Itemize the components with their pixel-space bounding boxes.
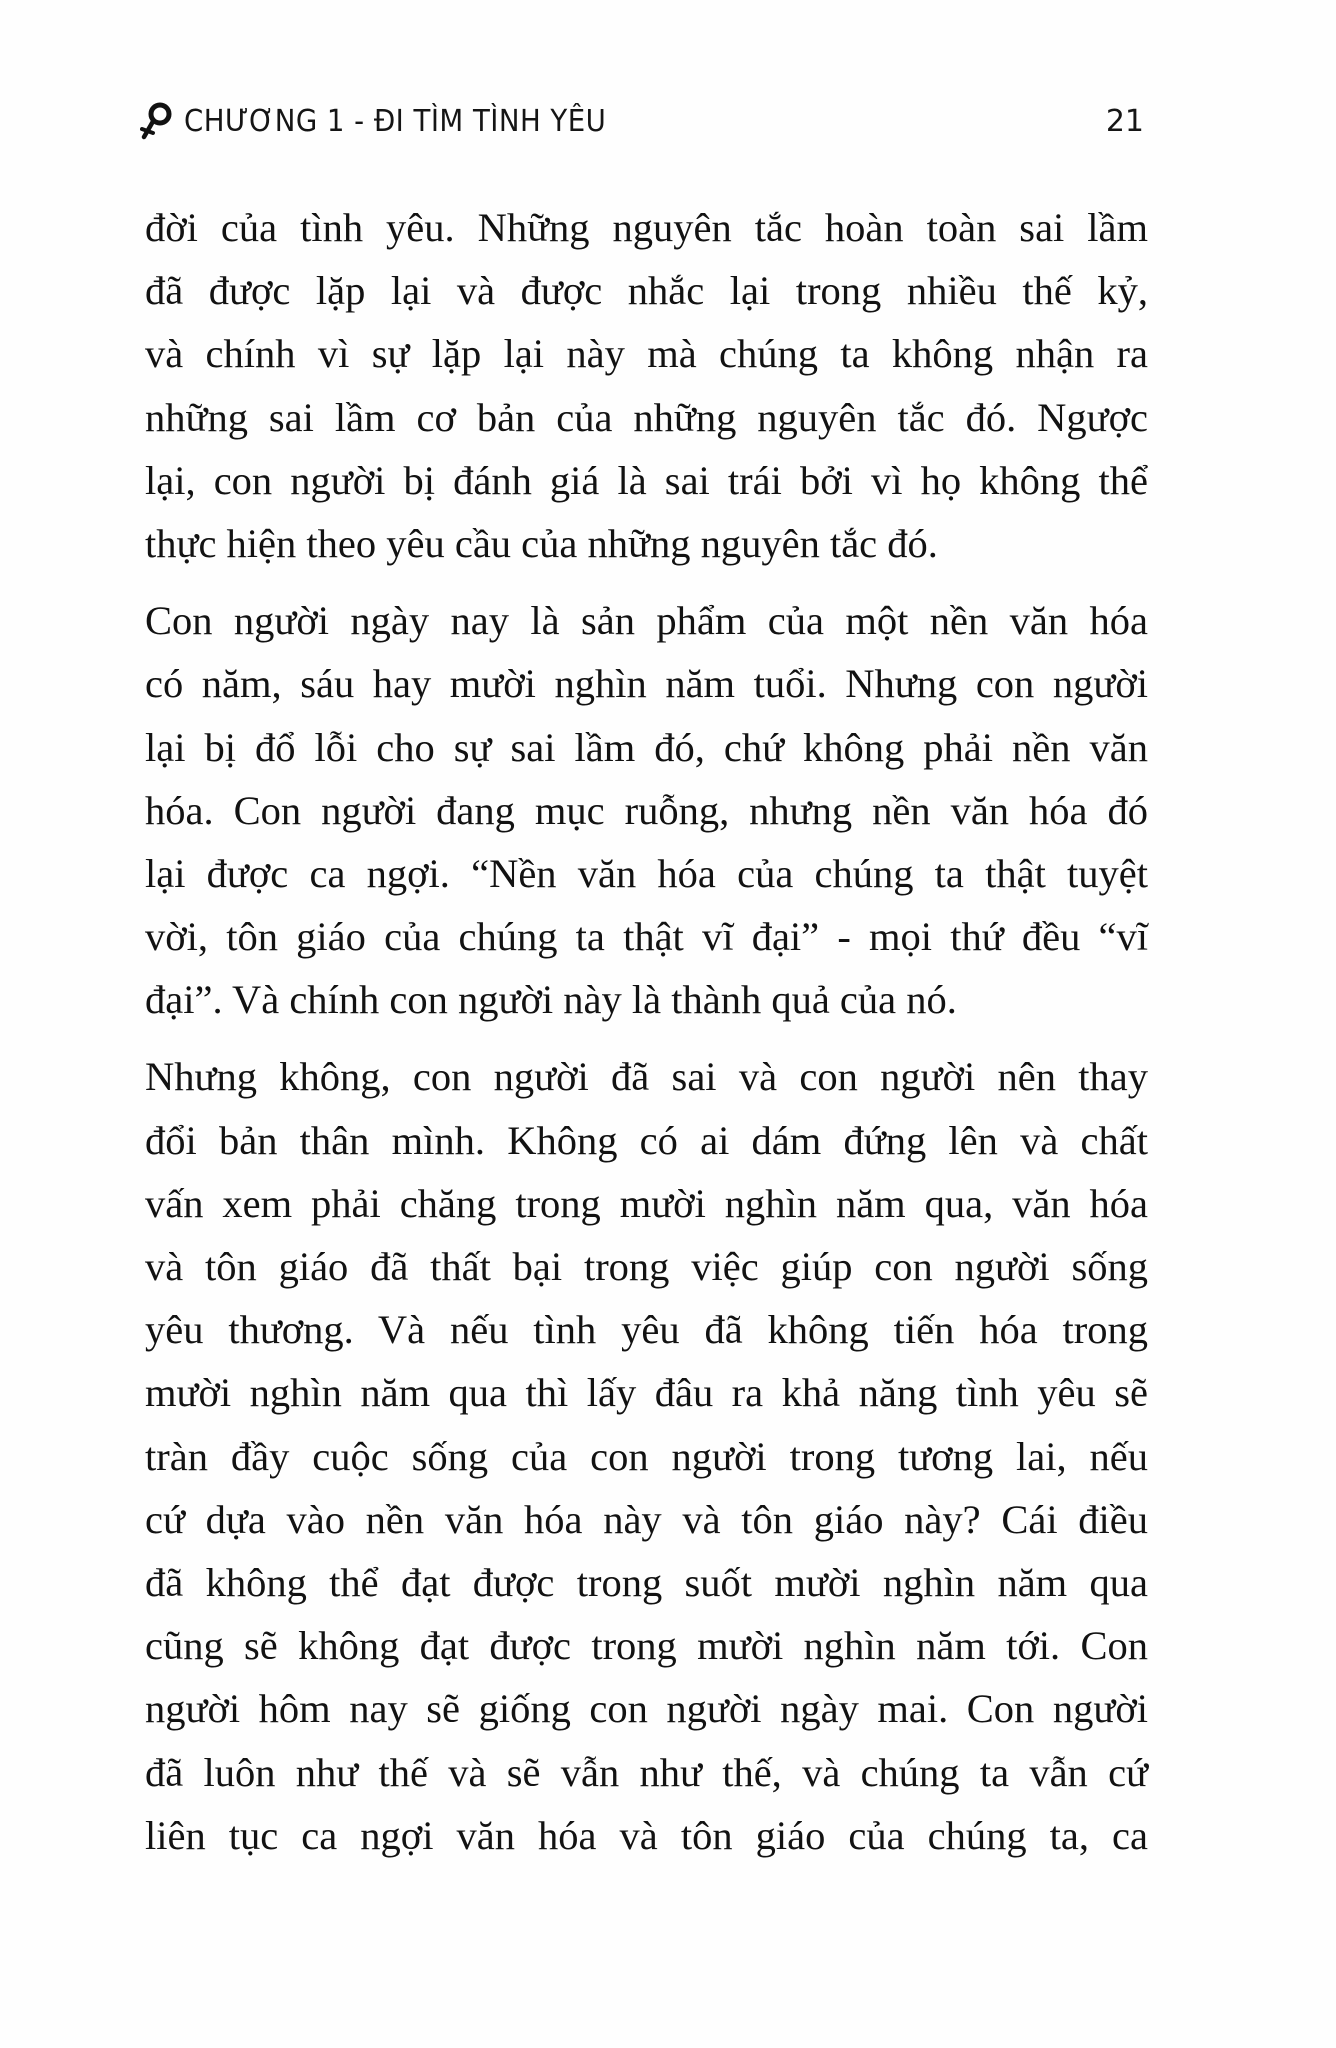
text-line: hóa. Con người đang mục ruỗng, nhưng nền văn hóa đó xyxy=(145,787,1148,833)
paragraph-1 xyxy=(145,196,1148,575)
female-symbol-icon xyxy=(140,101,174,141)
running-header xyxy=(140,96,1150,146)
text-line: và chính vì sự lặp lại này mà chúng ta không nhận ra xyxy=(145,331,1148,377)
text-line: tràn đầy cuộc sống của con người trong tương lai, nếu xyxy=(145,1433,1148,1479)
text-line: lại được ca ngợi. “Nền văn hóa của chúng ta thật tuyệt xyxy=(145,850,1148,896)
text-line: lại, con người bị đánh giá là sai trái bởi vì họ không thể xyxy=(145,457,1148,503)
text-line: Con người ngày nay là sản phẩm của một nền văn hóa xyxy=(145,598,1148,644)
text-line: lại bị đổ lỗi cho sự sai lầm đó, chứ không phải nền văn xyxy=(145,724,1148,770)
paragraph-2 xyxy=(145,589,1148,1031)
text-line: thực hiện theo yêu cầu của những nguyên tắc đó. xyxy=(145,520,938,566)
text-line: vời, tôn giáo của chúng ta thật vĩ đại” - mọi thứ đều “vĩ xyxy=(145,914,1148,960)
page-number: 21 xyxy=(1105,103,1144,139)
text-line: yêu thương. Và nếu tình yêu đã không tiến hóa trong xyxy=(145,1307,1148,1353)
chapter-title: CHƯƠNG 1 - ĐI TÌM TÌNH YÊU xyxy=(184,103,607,139)
text-line: và tôn giáo đã thất bại trong việc giúp con người sống xyxy=(145,1244,1148,1289)
text-line: mười nghìn năm qua thì lấy đâu ra khả năng tình yêu sẽ xyxy=(145,1370,1148,1416)
text-line: đổi bản thân mình. Không có ai dám đứng lên và chất xyxy=(145,1117,1148,1163)
text-line: đã không thể đạt được trong suốt mười nghìn năm qua xyxy=(145,1559,1148,1605)
text-line: cũng sẽ không đạt được trong mười nghìn năm tới. Con xyxy=(145,1623,1148,1669)
text-line: đời của tình yêu. Những nguyên tắc hoàn toàn sai lầm xyxy=(145,205,1148,250)
paragraph-3 xyxy=(145,1045,1148,1866)
text-line: Nhưng không, con người đã sai và con người nên thay xyxy=(145,1054,1148,1100)
text-line: đã được lặp lại và được nhắc lại trong nhiều thế kỷ, xyxy=(145,268,1148,314)
text-line: đã luôn như thế và sẽ vẫn như thế, và chúng ta vẫn cứ xyxy=(145,1749,1148,1795)
text-line: đại”. Và chính con người này là thành quả của nó. xyxy=(145,977,957,1023)
text-line: liên tục ca ngợi văn hóa và tôn giáo của chúng ta, ca xyxy=(145,1812,1148,1858)
text-line: có năm, sáu hay mười nghìn năm tuổi. Nhưng con người xyxy=(145,661,1148,707)
body-text xyxy=(145,196,1148,1881)
text-line: vấn xem phải chăng trong mười nghìn năm qua, văn hóa xyxy=(145,1180,1148,1226)
text-line: những sai lầm cơ bản của những nguyên tắc đó. Ngược xyxy=(145,394,1148,440)
text-line: cứ dựa vào nền văn hóa này và tôn giáo này? Cái điều xyxy=(145,1496,1148,1542)
text-line: người hôm nay sẽ giống con người ngày mai. Con người xyxy=(145,1686,1148,1732)
chapter-heading xyxy=(140,101,643,141)
